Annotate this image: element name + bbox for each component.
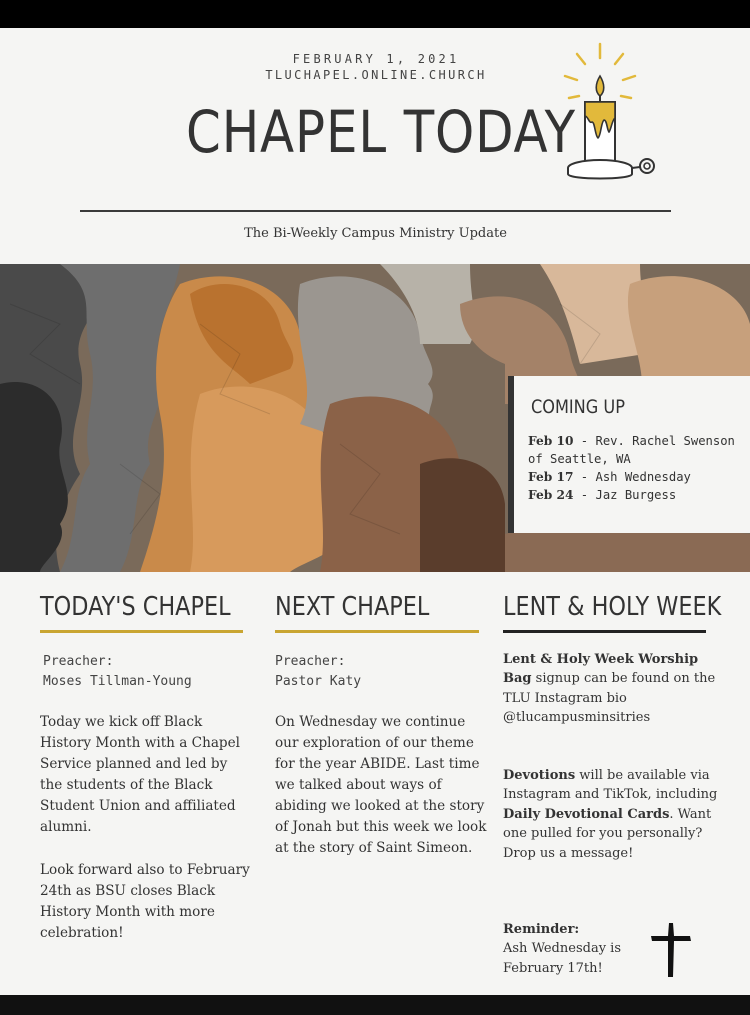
event-date: Feb 17	[528, 470, 574, 484]
coming-up-title: COMING UP	[531, 396, 625, 418]
event-text: - Jaz Burgess	[573, 488, 677, 502]
candle-icon	[555, 40, 665, 190]
list-item	[528, 468, 750, 486]
header-rule-top	[80, 210, 671, 212]
gold-rule	[275, 630, 479, 633]
preacher-name: Moses Tillman-Young	[43, 674, 192, 689]
todays-chapel-para2: Look forward also to February 24th as BSU closes Black History Month with more celebration!	[40, 862, 250, 941]
lent-heading: LENT & HOLY WEEK	[503, 592, 722, 622]
top-bar	[0, 0, 750, 28]
bottom-bar	[0, 995, 750, 1015]
worship-bag-label: Lent & Holy Week Worship Bag	[503, 652, 699, 687]
coming-up-box	[508, 376, 750, 533]
preacher-label: Preacher:	[275, 654, 346, 669]
coming-up-list	[528, 432, 750, 504]
event-date: Feb 10	[528, 434, 574, 448]
lent-devotions-text	[503, 766, 731, 863]
reminder-text	[503, 920, 653, 978]
event-date: Feb 24	[528, 488, 574, 502]
todays-chapel-section	[40, 592, 250, 941]
newsletter-page	[0, 28, 750, 995]
preacher-name: Pastor Katy	[275, 674, 362, 689]
next-chapel-section	[275, 592, 487, 856]
page-subtitle: The Bi-Weekly Campus Ministry Update	[244, 226, 507, 241]
cross-icon	[650, 922, 692, 978]
worship-bag-rest: signup can be found on the TLU Instagram bio @tlucampusminsitries	[503, 671, 716, 726]
devotions-label: Devotions	[503, 768, 576, 783]
list-item	[528, 486, 750, 504]
reminder-body: Ash Wednesday is February 17th!	[503, 941, 621, 976]
event-text: - Rev. Rachel Swenson of Seattle, WA	[528, 434, 735, 466]
list-item	[528, 432, 750, 468]
preacher-label: Preacher:	[43, 654, 114, 669]
lent-worship-bag-text	[503, 650, 731, 728]
todays-chapel-heading: TODAY'S CHAPEL	[40, 592, 231, 622]
page-title: CHAPEL TODAY	[186, 98, 577, 166]
devotional-cards-label: Daily Devotional Cards	[503, 806, 670, 822]
todays-chapel-para1: Today we kick off Black History Month with a Chapel Service planned and led by the students of the Black Student Union and affiliated alumni.	[40, 714, 241, 835]
issue-date: FEBRUARY 1, 2021	[292, 52, 460, 66]
reminder-label: Reminder:	[503, 922, 580, 937]
site-url: TLUCHAPEL.ONLINE.CHURCH	[265, 68, 487, 82]
black-rule	[503, 630, 706, 633]
devotions-rest: . Want one pulled for you personally? Drop us a message!	[503, 806, 712, 861]
lent-section	[503, 592, 743, 976]
event-text: - Ash Wednesday	[573, 470, 691, 484]
next-chapel-heading: NEXT CHAPEL	[275, 592, 430, 622]
devotions-mid: will be available via Instagram and TikTok, including	[503, 768, 718, 803]
gold-rule	[40, 630, 243, 633]
preacher-info	[43, 652, 192, 692]
preacher-info	[275, 652, 361, 692]
next-chapel-para1: On Wednesday we continue our exploration of our theme for the year ABIDE. Last time we talked about ways of abiding we looked at the story of Jonah but this week we look at the story of Saint Simeon.	[275, 714, 487, 856]
